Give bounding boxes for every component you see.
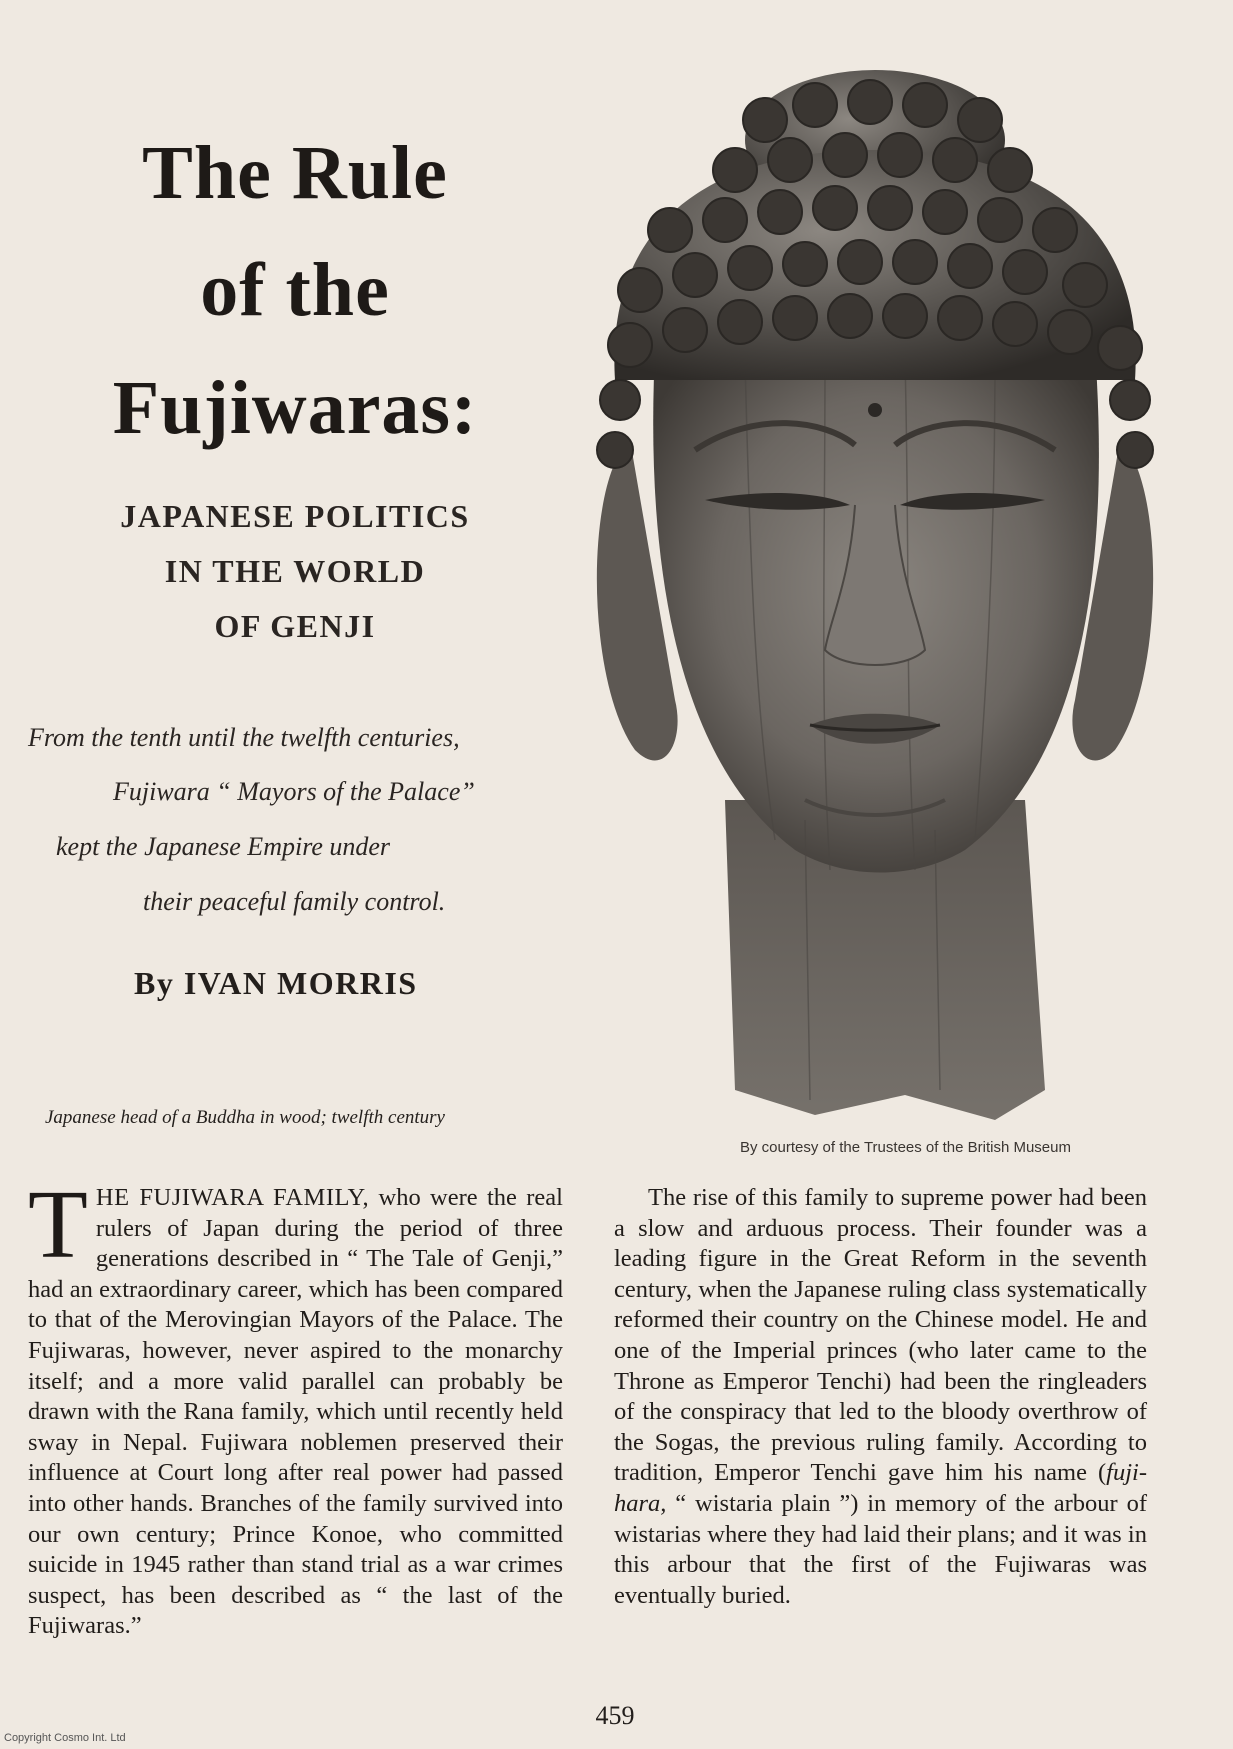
subtitle-line-2: IN THE WORLD [164,553,426,589]
column-2-text-a: The rise of this family to supreme power had been a slow and arduous process. Their founder was a leading figure in the Great Reform in the seventh century, when the Japanese ruling class systematically reformed their country on the Chinese model. He and one of the Imperial princes (who later came to the Throne as Emperor Tenchi) had been the ringleaders of the conspiracy that led to the bloody overthrow of the Sogas, the previous ruling family. According to tradition, Emperor Tenchi gave him his name ( [614,1184,1147,1487]
page-number: 459 [595,1701,635,1730]
column-2-text-b: “ wistaria plain ”) in memory of the arbour of wistarias where they had laid their plans; and it was in this arbour that the first of the Fujiwaras was eventually buried. [614,1489,1147,1609]
drop-cap: T [28,1171,88,1279]
buddha-head-image [575,60,1175,1120]
title-line-1: The Rule [142,131,448,215]
lead-in-smallcaps: HE FUJIWARA FAMILY, [95,1184,370,1211]
intro-line-2: Fujiwara “ Mayors of the Palace” [113,777,475,806]
intro-line-1: From the tenth until the twelfth centuries, [28,723,460,752]
intro-line-4: their peaceful family control. [143,887,446,916]
body-column-1 [28,1171,563,1642]
subtitle-line-3: OF GENJI [214,608,376,644]
body-column-2 [614,1183,1147,1611]
copyright-watermark: Copyright Cosmo Int. Ltd [4,1732,126,1744]
intro-line-3: kept the Japanese Empire under [56,832,391,861]
column-1-text: who were the real rulers of Japan during the period of three generations described in “ The Tale of Genji,” had an extraordinary career, which has been compared to that of the Merovingian Mayors of the Palace. The Fujiwaras, however, never aspired to the monarchy itself; and a more valid parallel can probably be drawn with the Rana family, which until recently held sway in Nepal. Fujiwara noblemen preserved their influence at Court long after real power had passed into other hands. Branches of the family survived into our own century; Prince Konoe, who committed suicide in 1945 rather than stand trial as a war crimes suspect, has been described as “ the last of the Fujiwaras.” [28,1184,563,1640]
title-line-3: Fujiwaras: [112,366,478,450]
image-caption: Japanese head of a Buddha in wood; twelfth century [45,1107,445,1128]
byline: By IVAN MORRIS [134,965,418,1001]
title-line-2: of the [200,248,390,332]
subtitle-line-1: JAPANESE POLITICS [120,498,470,534]
column-2-italic: fuji-hara, [614,1459,1147,1517]
image-credit: By courtesy of the Trustees of the British Museum [740,1139,1071,1156]
